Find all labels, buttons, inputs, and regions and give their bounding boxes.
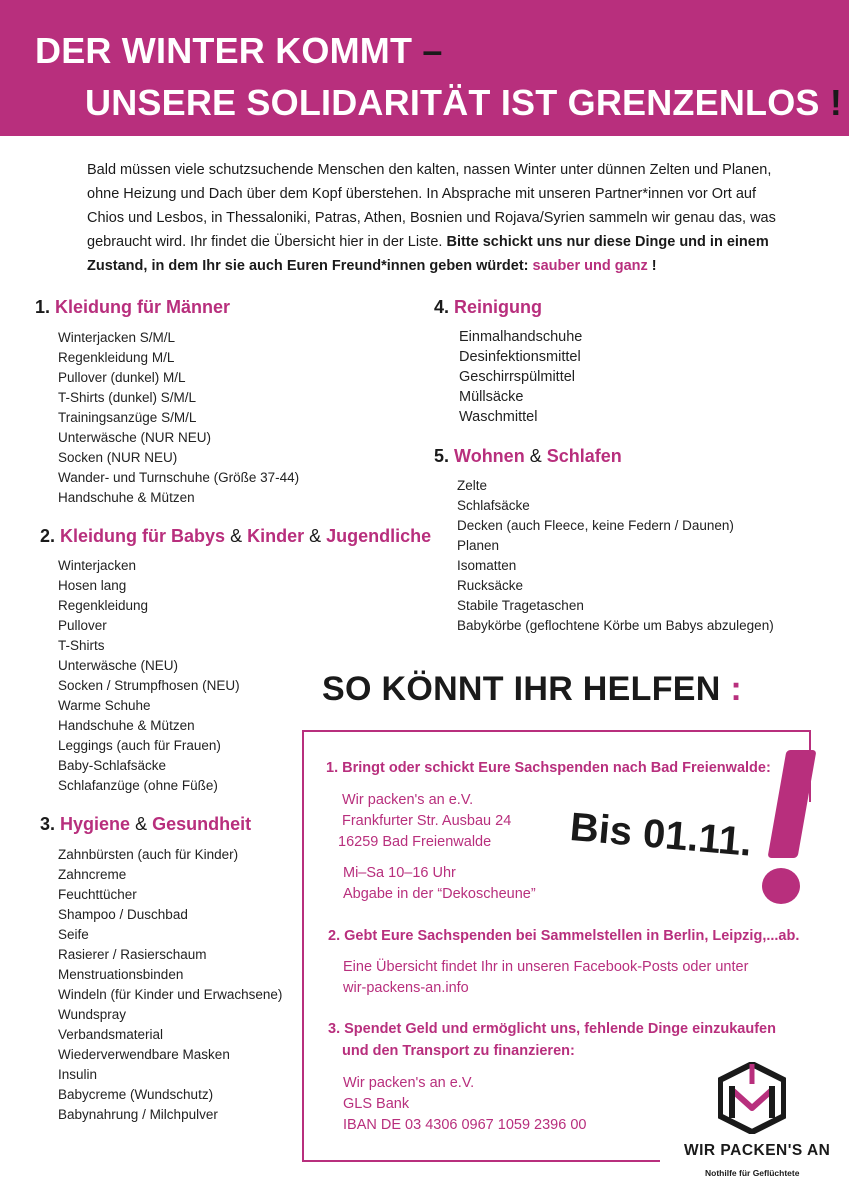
list-item: Socken / Strumpfhosen (NEU) xyxy=(58,678,240,693)
list-kids xyxy=(58,556,240,796)
list-men xyxy=(58,328,299,508)
list-item: Leggings (auch für Frauen) xyxy=(58,738,221,753)
list-item: T-Shirts xyxy=(58,638,105,653)
list-item: Handschuhe & Mützen xyxy=(58,718,195,733)
list-item: Seife xyxy=(58,927,89,942)
section-title-cleaning: 4. Reinigung xyxy=(434,297,543,317)
list-item: Waschmittel xyxy=(459,409,538,425)
website-link[interactable]: wir-packens-an.info xyxy=(343,980,469,996)
list-item: Regenkleidung M/L xyxy=(58,350,175,365)
help-title: SO KÖNNT IHR HELFEN : xyxy=(322,670,742,708)
section-title-living: 5. Wohnen & Schlafen xyxy=(434,446,622,466)
list-item: Pullover xyxy=(58,618,107,633)
list-item: Decken (auch Fleece, keine Federn / Daunen) xyxy=(457,518,734,533)
list-item: Geschirrspülmittel xyxy=(459,369,576,385)
list-item: Rasierer / Rasierschaum xyxy=(58,947,207,962)
list-item: Zahncreme xyxy=(58,867,127,882)
list-item: Babycreme (Wundschutz) xyxy=(58,1087,214,1102)
list-item: Wundspray xyxy=(58,1007,127,1022)
list-item: Socken (NUR NEU) xyxy=(58,450,178,465)
list-item: Shampoo / Duschbad xyxy=(58,907,188,922)
list-item: Stabile Tragetaschen xyxy=(457,598,584,613)
list-item: Insulin xyxy=(58,1067,98,1082)
list-item: Menstruationsbinden xyxy=(58,967,184,982)
intro-request: Bitte schickt uns nur diese Dinge und in einem Zustand, in dem Ihr sie auch Euren Freund*innen geben würdet: xyxy=(87,234,769,274)
list-item: Wander- und Turnschuhe (Größe 37-44) xyxy=(58,470,300,485)
list-cleaning xyxy=(459,327,582,427)
list-item: Baby-Schlafsäcke xyxy=(58,758,167,773)
headline-line-2: UNSERE SOLIDARITÄT IST GRENZENLOS ! xyxy=(85,82,843,123)
list-item: Handschuhe & Mützen xyxy=(58,490,195,505)
list-item: Rucksäcke xyxy=(457,578,524,593)
list-item: Windeln (für Kinder und Erwachsene) xyxy=(58,987,283,1002)
headline-line-1: DER WINTER KOMMT – xyxy=(35,30,443,71)
logo-box-icon xyxy=(718,1062,786,1134)
list-item: Warme Schuhe xyxy=(58,698,151,713)
list-item: Regenkleidung xyxy=(58,598,149,613)
step-3-bank: Wir packen's an e.V. GLS Bank IBAN DE 03 4306 0967 1059 2396 00 xyxy=(343,1073,586,1136)
headline-exclamation: ! xyxy=(829,82,843,123)
exclamation-dot-icon xyxy=(762,868,800,904)
list-item: Babynahrung / Milchpulver xyxy=(58,1107,218,1122)
list-item: Zelte xyxy=(457,478,488,493)
logo-subtitle: Nothilfe für Geflüchtete xyxy=(705,1168,800,1178)
section-title-hygiene: 3. Hygiene & Gesundheit xyxy=(40,814,252,834)
logo-name: WIR PACKEN'S AN xyxy=(684,1142,831,1159)
list-item: Zahnbürsten (auch für Kinder) xyxy=(58,847,239,862)
list-item: Pullover (dunkel) M/L xyxy=(58,370,186,385)
list-item: Schlafanzüge (ohne Füße) xyxy=(58,778,218,793)
intro-condition: sauber und ganz xyxy=(532,258,648,274)
list-living xyxy=(457,476,774,636)
list-item: Verbandsmaterial xyxy=(58,1027,164,1042)
list-item: Unterwäsche (NUR NEU) xyxy=(58,430,212,445)
step-1-hours: Mi–Sa 10–16 Uhr Abgabe in der “Dekoscheune” xyxy=(343,865,536,902)
section-title-kids: 2. Kleidung für Babys & Kinder & Jugendliche xyxy=(40,526,432,546)
list-item: Schlafsäcke xyxy=(457,498,530,513)
iban: IBAN DE 03 4306 0967 1059 2396 00 xyxy=(343,1117,587,1133)
list-item: Wiederverwendbare Masken xyxy=(58,1047,230,1062)
list-item: Winterjacken xyxy=(58,558,137,573)
headline-dash: – xyxy=(422,30,443,71)
list-item: Unterwäsche (NEU) xyxy=(58,658,179,673)
list-item: Einmalhandschuhe xyxy=(459,329,583,345)
list-item: Desinfektionsmittel xyxy=(459,349,581,365)
list-item: Trainingsanzüge S/M/L xyxy=(58,410,197,425)
step-3-title: 3. Spendet Geld und ermöglicht uns, fehlende Dinge einzukaufen und den Transport zu finanzieren: xyxy=(328,1021,776,1059)
intro-paragraph: Bald müssen viele schutzsuchende Menschen den kalten, nassen Winter unter dünnen Zelten und Planen, ohne Heizung und Dach über dem Kopf überstehen. In Absprache mit unseren Partner*innen vor Ort auf Chios und Lesbos, in Thessaloniki, Patras, Athen, Bosnien und Rojava/Syrien sammeln wir genau das, was gebraucht wird. Ihr findet die Übersicht hier in der Liste. Bitte schickt uns nur diese Dinge und in einem Zustand, in dem Ihr sie auch Euren Freund*innen geben würdet: sauber und ganz ! xyxy=(87,162,776,274)
list-hygiene xyxy=(58,845,282,1125)
list-item: T-Shirts (dunkel) S/M/L xyxy=(58,390,197,405)
list-item: Müllsäcke xyxy=(459,389,524,405)
list-item: Planen xyxy=(457,538,500,553)
deadline: Bis 01.11. xyxy=(568,805,754,865)
section-title-men: 1. Kleidung für Männer xyxy=(35,297,231,317)
list-item: Feuchttücher xyxy=(58,887,137,902)
step-1-address: Wir packen's an e.V. Frankfurter Str. Ausbau 24 16259 Bad Freienwalde xyxy=(338,792,512,850)
list-item: Babykörbe (geflochtene Körbe um Babys abzulegen) xyxy=(457,618,774,633)
list-item: Hosen lang xyxy=(58,578,127,593)
step-2-text: Eine Übersicht findet Ihr in unseren Facebook-Posts oder unter wir-packens-an.info xyxy=(343,957,748,999)
list-item: Winterjacken S/M/L xyxy=(58,330,176,345)
step-1-title: 1. Bringt oder schickt Eure Sachspenden nach Bad Freienwalde: xyxy=(326,760,771,776)
list-item: Isomatten xyxy=(457,558,517,573)
step-2-title: 2. Gebt Eure Sachspenden bei Sammelstellen in Berlin, Leipzig,...ab. xyxy=(328,928,800,944)
